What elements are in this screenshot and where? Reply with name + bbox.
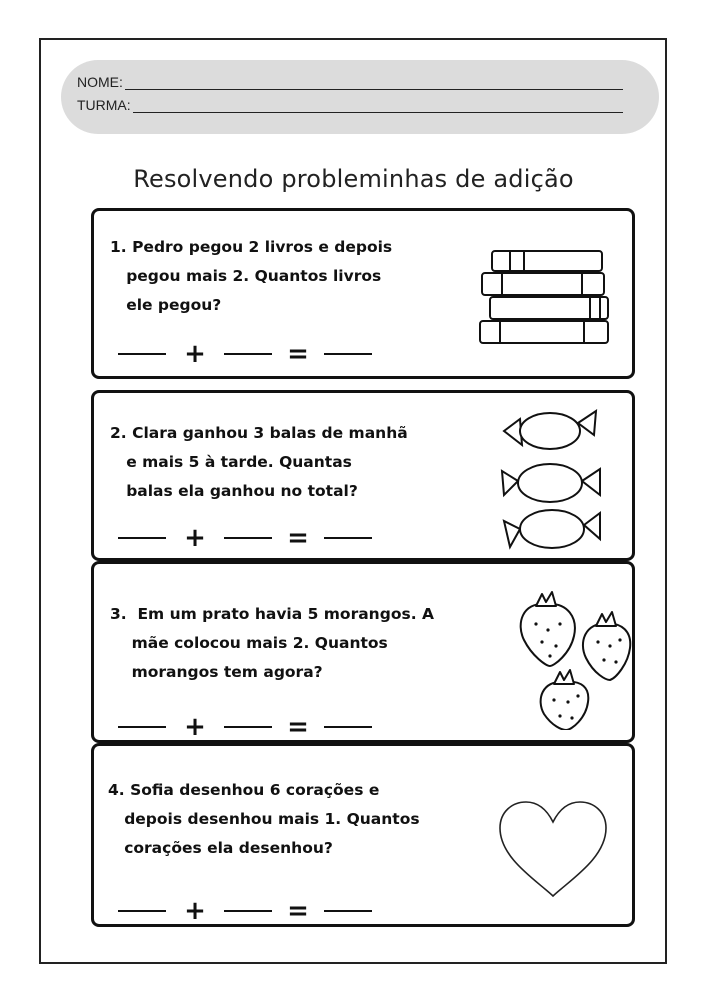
- books-stack-icon: [472, 239, 622, 349]
- plus-sign: +: [184, 712, 206, 742]
- class-line[interactable]: [133, 100, 623, 113]
- answer-equation-3: [118, 712, 372, 742]
- name-line[interactable]: [125, 77, 623, 90]
- addend-blank-1[interactable]: [118, 910, 166, 912]
- name-field[interactable]: [77, 74, 623, 90]
- question-card-3: [91, 561, 635, 743]
- sum-blank[interactable]: [324, 537, 372, 539]
- sum-blank[interactable]: [324, 910, 372, 912]
- plus-sign: +: [184, 523, 206, 553]
- addend-blank-2[interactable]: [224, 537, 272, 539]
- question-text-1: 1. Pedro pegou 2 livros e depois pegou mais 2. Quantos livros ele pegou?: [110, 238, 393, 314]
- plus-sign: +: [184, 896, 206, 926]
- question-card-4: [91, 743, 635, 927]
- strawberries-icon: [512, 584, 634, 730]
- question-card-1: [91, 208, 635, 379]
- addend-blank-1[interactable]: [118, 726, 166, 728]
- question-text-4: 4. Sofia desenhou 6 corações e depois desenhou mais 1. Quantos corações ela desenhou?: [108, 781, 420, 857]
- class-field[interactable]: [77, 97, 623, 113]
- addend-blank-1[interactable]: [118, 537, 166, 539]
- addend-blank-2[interactable]: [224, 353, 272, 355]
- sum-blank[interactable]: [324, 353, 372, 355]
- question-text-2: 2. Clara ganhou 3 balas de manhã e mais 5 à tarde. Quantas balas ela ganhou no total?: [110, 424, 408, 500]
- answer-equation-2: [118, 523, 372, 553]
- equals-sign: =: [287, 896, 309, 926]
- name-label: NOME:: [77, 74, 123, 90]
- addend-blank-2[interactable]: [224, 726, 272, 728]
- class-label: TURMA:: [77, 97, 131, 113]
- question-card-2: [91, 390, 635, 561]
- heart-icon: [496, 800, 610, 900]
- equals-sign: =: [287, 712, 309, 742]
- addend-blank-1[interactable]: [118, 353, 166, 355]
- answer-equation-4: [118, 896, 372, 926]
- page-title: Resolvendo probleminhas de adição: [133, 165, 574, 193]
- candies-icon: [496, 401, 624, 561]
- equals-sign: =: [287, 523, 309, 553]
- answer-equation-1: [118, 339, 372, 369]
- addend-blank-2[interactable]: [224, 910, 272, 912]
- equals-sign: =: [287, 339, 309, 369]
- sum-blank[interactable]: [324, 726, 372, 728]
- plus-sign: +: [184, 339, 206, 369]
- question-text-3: 3. Em um prato havia 5 morangos. A mãe colocou mais 2. Quantos morangos tem agora?: [110, 605, 434, 681]
